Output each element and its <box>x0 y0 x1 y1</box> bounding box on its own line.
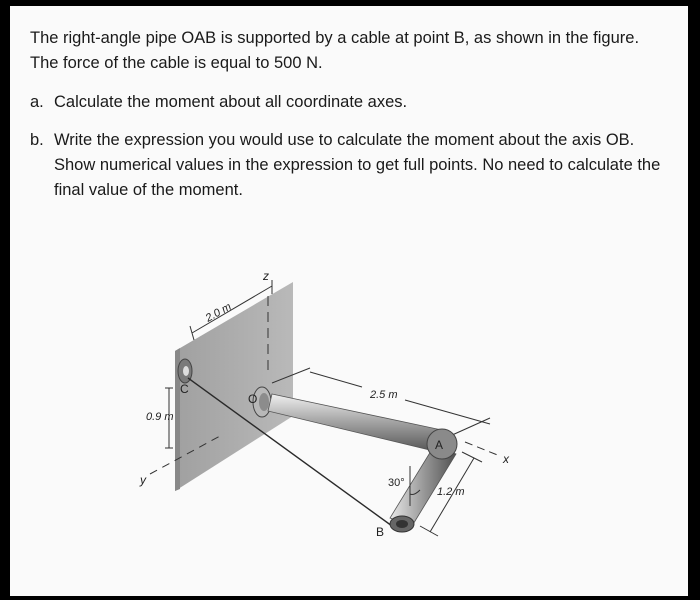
dim-2-5-line-b <box>405 400 490 424</box>
dim-1-2-label: 1.2 m <box>437 486 465 498</box>
z-axis-label: z <box>263 269 269 283</box>
wall <box>175 282 293 491</box>
dim-1-2-tick-bottom <box>420 526 438 536</box>
dim-0-9-label: 0.9 m <box>146 411 174 423</box>
dim-2-5-line-a <box>310 372 362 387</box>
dim-2-5-label: 2.5 m <box>370 389 398 401</box>
problem-intro: The right-angle pipe OAB is supported by a cable at point B, as shown in the figure. The force of the cable is equal to 500 N. <box>30 29 640 72</box>
x-axis-label: x <box>503 452 509 466</box>
part-b-text: Write the expression you would use to calculate the moment about the axis OB. Show numerical values in the expression to get full points. No need to calculate the final value of the moment. <box>54 131 661 199</box>
point-c-label: C <box>180 382 189 396</box>
pipe-figure <box>10 6 688 596</box>
angle-label: 30° <box>388 477 405 489</box>
point-b-label: B <box>376 525 385 539</box>
flange-o-inner <box>259 393 269 411</box>
anchor-c-hole <box>183 366 189 376</box>
part-a-text: Calculate the moment about all coordinate axes. <box>54 92 408 111</box>
x-axis-line <box>465 442 500 456</box>
point-o-label: O <box>248 392 258 406</box>
dim-2-0-label: 2.0 m <box>203 300 234 325</box>
problem-page <box>10 6 688 596</box>
dim-2-5-right-ext <box>450 418 490 436</box>
part-a-label: a. <box>30 92 44 111</box>
y-axis-label: y <box>140 473 146 487</box>
dim-2-0-tick-left <box>190 326 194 340</box>
end-cap-b-inner <box>396 520 408 528</box>
point-a-label: A <box>435 438 444 452</box>
part-b-label: b. <box>30 131 44 150</box>
